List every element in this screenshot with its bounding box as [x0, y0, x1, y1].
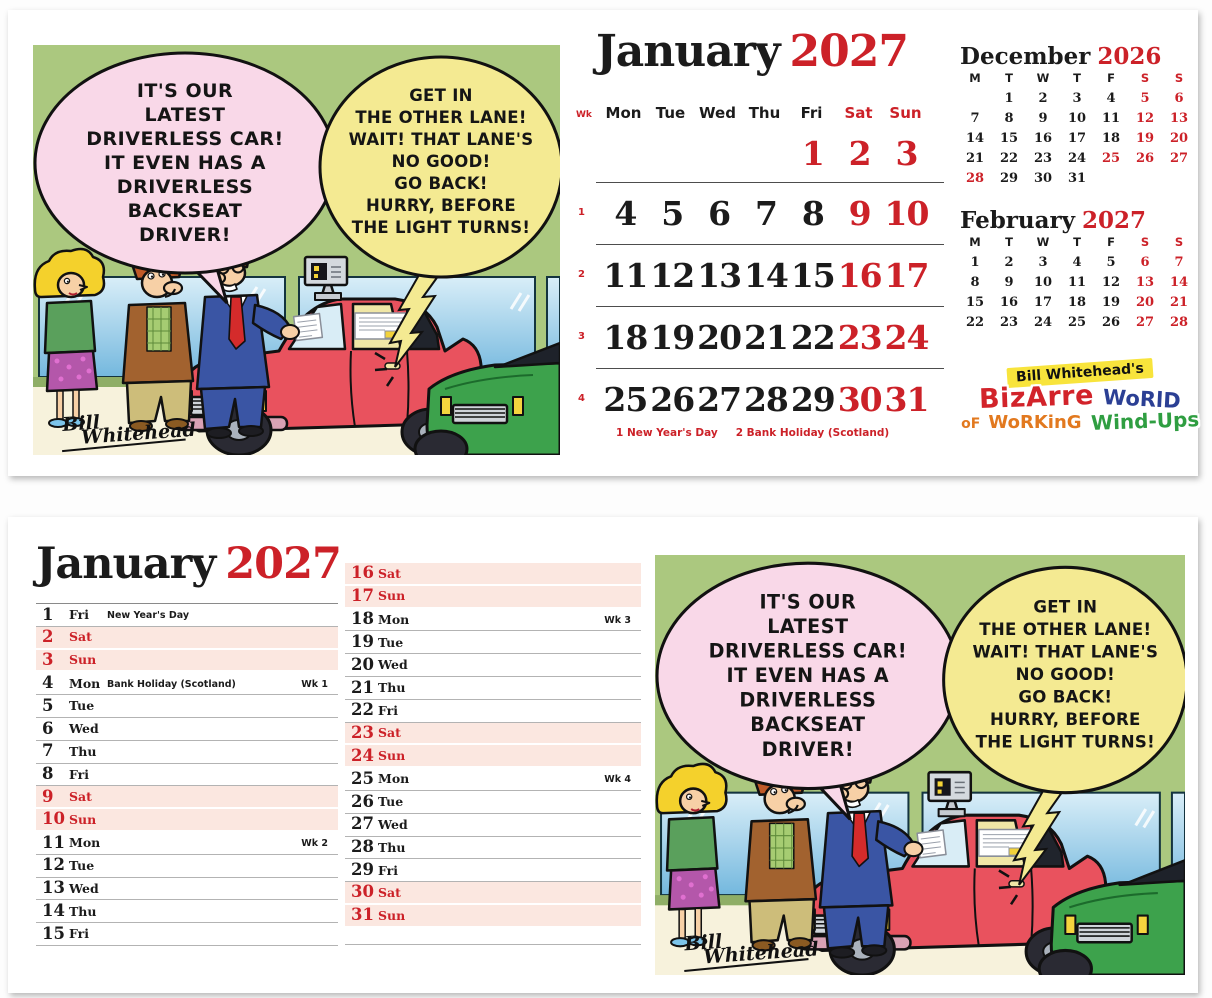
holiday-footnotes [616, 428, 889, 439]
calendar-sheet-bottom [8, 517, 1198, 993]
day-name: Tue [378, 634, 404, 650]
day-name: Tue [378, 794, 404, 810]
month-name: January [36, 539, 216, 589]
mini-date-cell: 13 [1169, 110, 1189, 126]
mini-date-cell: 22 [965, 314, 985, 330]
mini-year-label: 2027 [1082, 207, 1147, 234]
logo-word-windups: Wind-Ups [1090, 407, 1200, 436]
date-row [574, 244, 930, 306]
date-cell: 2 [848, 133, 871, 173]
day-number: 14 [42, 901, 65, 920]
mini-date-cell: 1 [970, 254, 980, 270]
mini-day-header: M [969, 235, 981, 250]
mini-week-row [958, 168, 1202, 188]
mini-date-cell: 6 [1174, 90, 1184, 106]
date-cell: 27 [697, 379, 742, 419]
date-row [574, 368, 930, 430]
day-number: 16 [351, 563, 374, 583]
day-number: 20 [351, 654, 374, 674]
week-number: 4 [578, 393, 585, 404]
day-number: 9 [42, 786, 54, 806]
day-row [345, 654, 641, 677]
day-row [345, 586, 641, 609]
mini-date-cell: 12 [1101, 274, 1121, 290]
mini-date-cell: 15 [999, 130, 1019, 146]
day-header: Tue [655, 104, 686, 122]
date-cell: 4 [614, 193, 637, 233]
mini-week-row [958, 128, 1202, 148]
logo-word-bizarre: BizArre [978, 380, 1095, 416]
mini-date-cell: 27 [1169, 150, 1189, 166]
day-header: Fri [800, 104, 823, 122]
mini-date-cell: 4 [1106, 90, 1116, 106]
day-number: 19 [351, 632, 374, 652]
mini-date-cell: 7 [1174, 254, 1184, 270]
day-row [36, 627, 338, 650]
mini-calendar-december [958, 44, 1202, 188]
day-header: Thu [748, 104, 781, 122]
mini-date-cell: 17 [1033, 294, 1053, 310]
date-cell: 12 [650, 255, 695, 295]
date-cell: 25 [603, 379, 648, 419]
day-name: Mon [69, 835, 101, 851]
day-row [36, 764, 338, 787]
date-cell: 30 [837, 379, 882, 419]
mini-day-header: M [969, 71, 981, 86]
day-number: 29 [351, 860, 374, 879]
day-number: 21 [351, 677, 374, 697]
logo-word-world: WoRlD [1102, 385, 1182, 414]
date-cell: 9 [848, 193, 871, 233]
day-name: Thu [69, 903, 97, 919]
wk-column-header: Wk [576, 110, 592, 120]
footnote-1: 1 New Year's Day [616, 427, 718, 439]
day-row [36, 650, 338, 673]
year-label: 2027 [225, 539, 341, 589]
cartoon-panel-bottom [655, 555, 1185, 975]
mini-date-cell: 12 [1135, 110, 1155, 126]
day-row [36, 878, 338, 901]
date-cell: 22 [790, 317, 835, 357]
mini-date-cell: 14 [965, 130, 985, 146]
day-name: Sat [378, 725, 401, 741]
day-name: Wed [69, 721, 99, 737]
day-name: Fri [378, 862, 398, 878]
mini-day-header: W [1036, 235, 1050, 250]
day-name: Wed [69, 880, 99, 896]
day-name: Sun [378, 907, 406, 923]
day-number: 22 [351, 700, 374, 720]
main-day-header-row [574, 98, 929, 124]
mini-date-cell: 3 [1038, 254, 1048, 270]
mini-date-cell: 24 [1033, 314, 1053, 330]
mini-week-row [958, 292, 1202, 312]
day-name: Thu [378, 839, 406, 855]
mini-date-cell: 5 [1106, 254, 1116, 270]
day-number: 11 [42, 832, 65, 852]
day-row [36, 718, 338, 741]
logo-word-of: oF [961, 416, 981, 433]
footnote-2: 2 Bank Holiday (Scotland) [735, 427, 890, 439]
week-number: 3 [578, 331, 585, 342]
day-row [345, 905, 641, 928]
day-row [36, 672, 338, 695]
date-cell: 6 [708, 193, 731, 233]
mini-day-header: F [1107, 235, 1115, 250]
month-name: January [595, 26, 780, 77]
mini-date-cell: 9 [1038, 110, 1048, 126]
day-name: Fri [69, 607, 89, 623]
day-name: Fri [378, 702, 398, 718]
day-header: Mon [605, 104, 642, 122]
mini-date-cell: 25 [1101, 150, 1121, 166]
week-number: 1 [578, 207, 585, 218]
mini-date-cell: 2 [1004, 254, 1014, 270]
day-number: 6 [42, 718, 54, 738]
mini-day-header: F [1107, 71, 1115, 86]
day-row [345, 631, 641, 654]
mini-day-header-row [958, 70, 1202, 88]
mini-date-cell: 20 [1135, 294, 1155, 310]
date-cell: 31 [884, 379, 929, 419]
mini-date-cell: 28 [1169, 314, 1189, 330]
day-number: 3 [42, 649, 54, 669]
holiday-note: Bank Holiday (Scotland) [107, 678, 236, 690]
mini-date-cell: 23 [1033, 150, 1053, 166]
date-cell: 18 [603, 317, 648, 357]
mini-date-cell: 1 [1004, 90, 1014, 106]
day-header: Wed [699, 104, 736, 122]
day-number: 17 [351, 585, 374, 605]
day-row [345, 837, 641, 860]
day-row [36, 900, 338, 923]
mini-week-row [958, 272, 1202, 292]
day-name: Fri [69, 766, 89, 782]
day-number: 15 [42, 923, 65, 943]
main-calendar-grid [574, 124, 930, 430]
mini-date-cell: 30 [1033, 170, 1053, 186]
week-label: Wk 2 [301, 838, 328, 850]
calendar-sheet-top [8, 10, 1198, 476]
mini-date-cell: 19 [1135, 130, 1155, 146]
day-name: Sun [69, 811, 97, 827]
mini-date-cell: 16 [999, 294, 1019, 310]
day-name: Sat [69, 629, 92, 645]
mini-date-cell: 28 [965, 170, 985, 186]
day-name: Sun [69, 652, 97, 668]
day-name: Tue [69, 698, 95, 714]
day-name: Sat [378, 565, 401, 581]
day-number: 2 [42, 626, 54, 646]
date-cell: 17 [884, 255, 929, 295]
mini-day-header: W [1036, 71, 1050, 86]
day-number: 5 [42, 695, 54, 715]
day-row [345, 745, 641, 768]
day-row [345, 609, 641, 632]
day-name: Fri [69, 926, 89, 942]
mini-date-cell: 13 [1135, 274, 1155, 290]
day-row [36, 809, 338, 832]
day-row [345, 859, 641, 882]
mini-date-cell: 31 [1067, 170, 1087, 186]
day-number: 30 [351, 882, 374, 902]
date-row [574, 306, 930, 368]
date-cell: 26 [650, 379, 695, 419]
day-row [36, 695, 338, 718]
mini-date-cell: 21 [1169, 294, 1189, 310]
mini-day-header: T [1073, 235, 1081, 250]
date-cell: 1 [801, 133, 824, 173]
day-number: 25 [351, 768, 374, 788]
day-name: Thu [69, 743, 97, 759]
mini-date-cell: 29 [999, 170, 1019, 186]
mini-week-row [958, 88, 1202, 108]
mini-date-cell: 27 [1135, 314, 1155, 330]
mini-week-row [958, 252, 1202, 272]
week-label: Wk 1 [301, 678, 328, 690]
mini-week-row [958, 312, 1202, 332]
day-name: Sat [69, 789, 92, 805]
date-cell: 19 [650, 317, 695, 357]
day-name: Mon [69, 675, 101, 691]
day-row [36, 832, 338, 855]
mini-year-label: 2026 [1097, 43, 1162, 70]
date-cell: 5 [661, 193, 684, 233]
mini-date-cell: 10 [1033, 274, 1053, 290]
day-row [36, 923, 338, 946]
day-row [36, 604, 338, 627]
mini-day-header: T [1005, 71, 1013, 86]
week-number: 2 [578, 269, 585, 280]
day-row [345, 791, 641, 814]
mini-date-cell: 23 [999, 314, 1019, 330]
date-cell: 20 [697, 317, 742, 357]
mini-date-cell: 18 [1067, 294, 1087, 310]
date-cell: 16 [837, 255, 882, 295]
date-cell: 7 [754, 193, 777, 233]
day-row [345, 768, 641, 791]
mini-date-cell: 17 [1067, 130, 1087, 146]
day-number: 8 [42, 764, 54, 784]
year-label: 2027 [789, 26, 909, 77]
mini-date-cell: 7 [970, 110, 980, 126]
date-row [574, 182, 930, 244]
day-name: Sun [378, 748, 406, 764]
day-row [345, 563, 641, 586]
mini-day-header: S [1174, 235, 1184, 250]
month-title [36, 541, 341, 588]
day-number: 4 [42, 673, 54, 693]
logo-word-working: WoRKinG [988, 412, 1082, 434]
mini-date-cell: 26 [1101, 314, 1121, 330]
day-name: Wed [378, 657, 408, 673]
date-cell: 10 [884, 193, 929, 233]
day-list-left [36, 603, 338, 946]
day-number: 18 [351, 609, 374, 629]
mini-month-title [958, 44, 1202, 70]
week-label: Wk 4 [604, 774, 631, 786]
mini-date-cell: 5 [1140, 90, 1150, 106]
day-row [36, 741, 338, 764]
day-row [345, 814, 641, 837]
date-cell: 14 [743, 255, 788, 295]
mini-day-header-row [958, 234, 1202, 252]
date-cell: 13 [697, 255, 742, 295]
day-number: 7 [42, 741, 54, 761]
mini-date-cell: 26 [1135, 150, 1155, 166]
mini-date-cell: 3 [1072, 90, 1082, 106]
mini-date-cell: 16 [1033, 130, 1053, 146]
day-number: 12 [42, 855, 65, 875]
mini-week-row [958, 148, 1202, 168]
day-name: Thu [378, 680, 406, 696]
mini-date-cell: 25 [1067, 314, 1087, 330]
mini-calendar-february [958, 208, 1202, 332]
mini-date-cell: 18 [1101, 130, 1121, 146]
holiday-note: New Year's Day [107, 610, 190, 622]
day-header: Sat [844, 104, 873, 122]
mini-date-cell: 8 [970, 274, 980, 290]
day-name: Sat [378, 884, 401, 900]
day-number: 27 [351, 814, 374, 834]
date-cell: 29 [790, 379, 835, 419]
mini-date-cell: 19 [1101, 294, 1121, 310]
date-cell: 21 [743, 317, 788, 357]
mini-month-title [958, 208, 1202, 234]
day-number: 26 [351, 791, 374, 811]
mini-date-cell: 11 [1067, 274, 1087, 290]
mini-date-cell: 14 [1169, 274, 1189, 290]
date-cell: 8 [801, 193, 824, 233]
day-name: Tue [69, 857, 95, 873]
mini-month-name: February [960, 207, 1076, 234]
cartoon-panel-top [33, 45, 560, 455]
day-row [345, 700, 641, 723]
month-title [574, 28, 930, 76]
day-row [36, 786, 338, 809]
mini-date-cell: 10 [1067, 110, 1087, 126]
mini-date-cell: 8 [1004, 110, 1014, 126]
day-name: Wed [378, 816, 408, 832]
brand-logo [958, 360, 1202, 436]
logo-byline: Bill Whitehead's [1007, 358, 1154, 388]
mini-date-cell: 20 [1169, 130, 1189, 146]
mini-month-name: December [960, 43, 1091, 70]
day-number: 24 [351, 745, 374, 765]
mini-date-cell: 22 [999, 150, 1019, 166]
day-number: 1 [42, 604, 54, 624]
mini-date-cell: 24 [1067, 150, 1087, 166]
mini-day-header: T [1073, 71, 1081, 86]
day-header: Sun [889, 104, 922, 122]
day-number: 28 [351, 837, 374, 857]
day-row [36, 855, 338, 878]
date-cell: 3 [895, 133, 918, 173]
mini-date-cell: 2 [1038, 90, 1048, 106]
date-cell: 15 [790, 255, 835, 295]
day-list-right [345, 563, 641, 945]
date-cell: 28 [743, 379, 788, 419]
day-number: 23 [351, 722, 374, 742]
mini-day-header: T [1005, 235, 1013, 250]
day-number: 31 [351, 905, 374, 925]
date-cell: 23 [837, 317, 882, 357]
mini-day-header: S [1140, 71, 1150, 86]
mini-week-row [958, 108, 1202, 128]
date-row [574, 124, 930, 182]
mini-day-header: S [1174, 71, 1184, 86]
date-cell: 24 [884, 317, 929, 357]
mini-date-cell: 4 [1072, 254, 1082, 270]
main-calendar [574, 28, 930, 468]
mini-day-header: S [1140, 235, 1150, 250]
day-name: Mon [378, 611, 410, 627]
mini-date-cell: 11 [1101, 110, 1121, 126]
mini-date-cell: 9 [1004, 274, 1014, 290]
day-number: 13 [42, 878, 65, 898]
day-number: 10 [42, 809, 65, 829]
mini-date-cell: 21 [965, 150, 985, 166]
empty-row [345, 928, 641, 945]
day-row [345, 723, 641, 746]
day-name: Sun [378, 588, 406, 604]
week-label: Wk 3 [604, 614, 631, 626]
day-row [345, 882, 641, 905]
day-row [345, 677, 641, 700]
mini-date-cell: 6 [1140, 254, 1150, 270]
date-cell: 11 [603, 255, 648, 295]
mini-date-cell: 15 [965, 294, 985, 310]
day-name: Mon [378, 771, 410, 787]
